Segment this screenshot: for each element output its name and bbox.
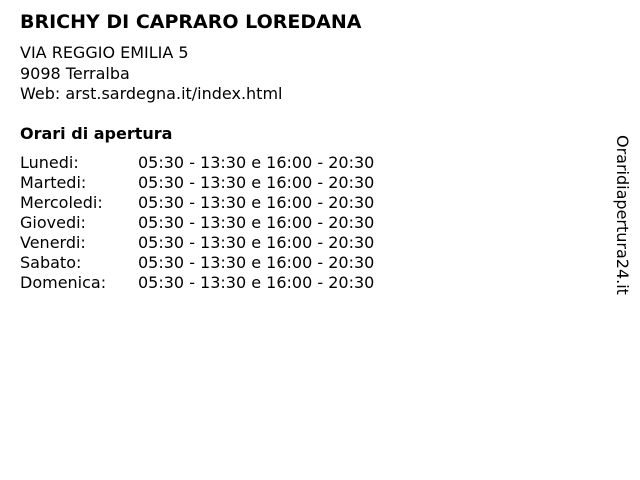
hours-row-tuesday (20, 173, 374, 193)
hours-row-thursday (20, 213, 374, 233)
opening-hours-table (20, 153, 374, 293)
day-label: Lunedi: (20, 153, 79, 172)
opening-hours-title: Orari di apertura (20, 124, 173, 143)
day-label: Martedi: (20, 173, 87, 192)
site-watermark (612, 135, 636, 310)
day-hours: 05:30 - 13:30 e 16:00 - 20:30 (138, 233, 375, 252)
day-label: Mercoledi: (20, 193, 103, 212)
business-name: BRICHY DI CAPRARO LOREDANA (20, 11, 362, 33)
day-hours: 05:30 - 13:30 e 16:00 - 20:30 (138, 193, 375, 212)
address-street: VIA REGGIO EMILIA 5 (20, 43, 189, 62)
hours-row-wednesday (20, 193, 374, 213)
hours-row-friday (20, 233, 374, 253)
hours-row-saturday (20, 253, 374, 273)
website-line[interactable]: Web: arst.sardegna.it/index.html (20, 84, 283, 103)
day-hours: 05:30 - 13:30 e 16:00 - 20:30 (138, 153, 375, 172)
site-watermark-text: Oraridiapertura24.it (613, 135, 632, 295)
day-hours: 05:30 - 13:30 e 16:00 - 20:30 (138, 273, 375, 292)
day-hours: 05:30 - 13:30 e 16:00 - 20:30 (138, 213, 375, 232)
address-city: 9098 Terralba (20, 63, 130, 83)
day-label: Sabato: (20, 253, 82, 272)
day-label: Domenica: (20, 273, 107, 292)
hours-row-monday (20, 153, 374, 173)
day-hours: 05:30 - 13:30 e 16:00 - 20:30 (138, 253, 375, 272)
hours-row-sunday (20, 273, 374, 293)
day-label: Venerdi: (20, 233, 86, 252)
day-hours: 05:30 - 13:30 e 16:00 - 20:30 (138, 173, 375, 192)
business-address (20, 43, 282, 105)
day-label: Giovedi: (20, 213, 86, 232)
